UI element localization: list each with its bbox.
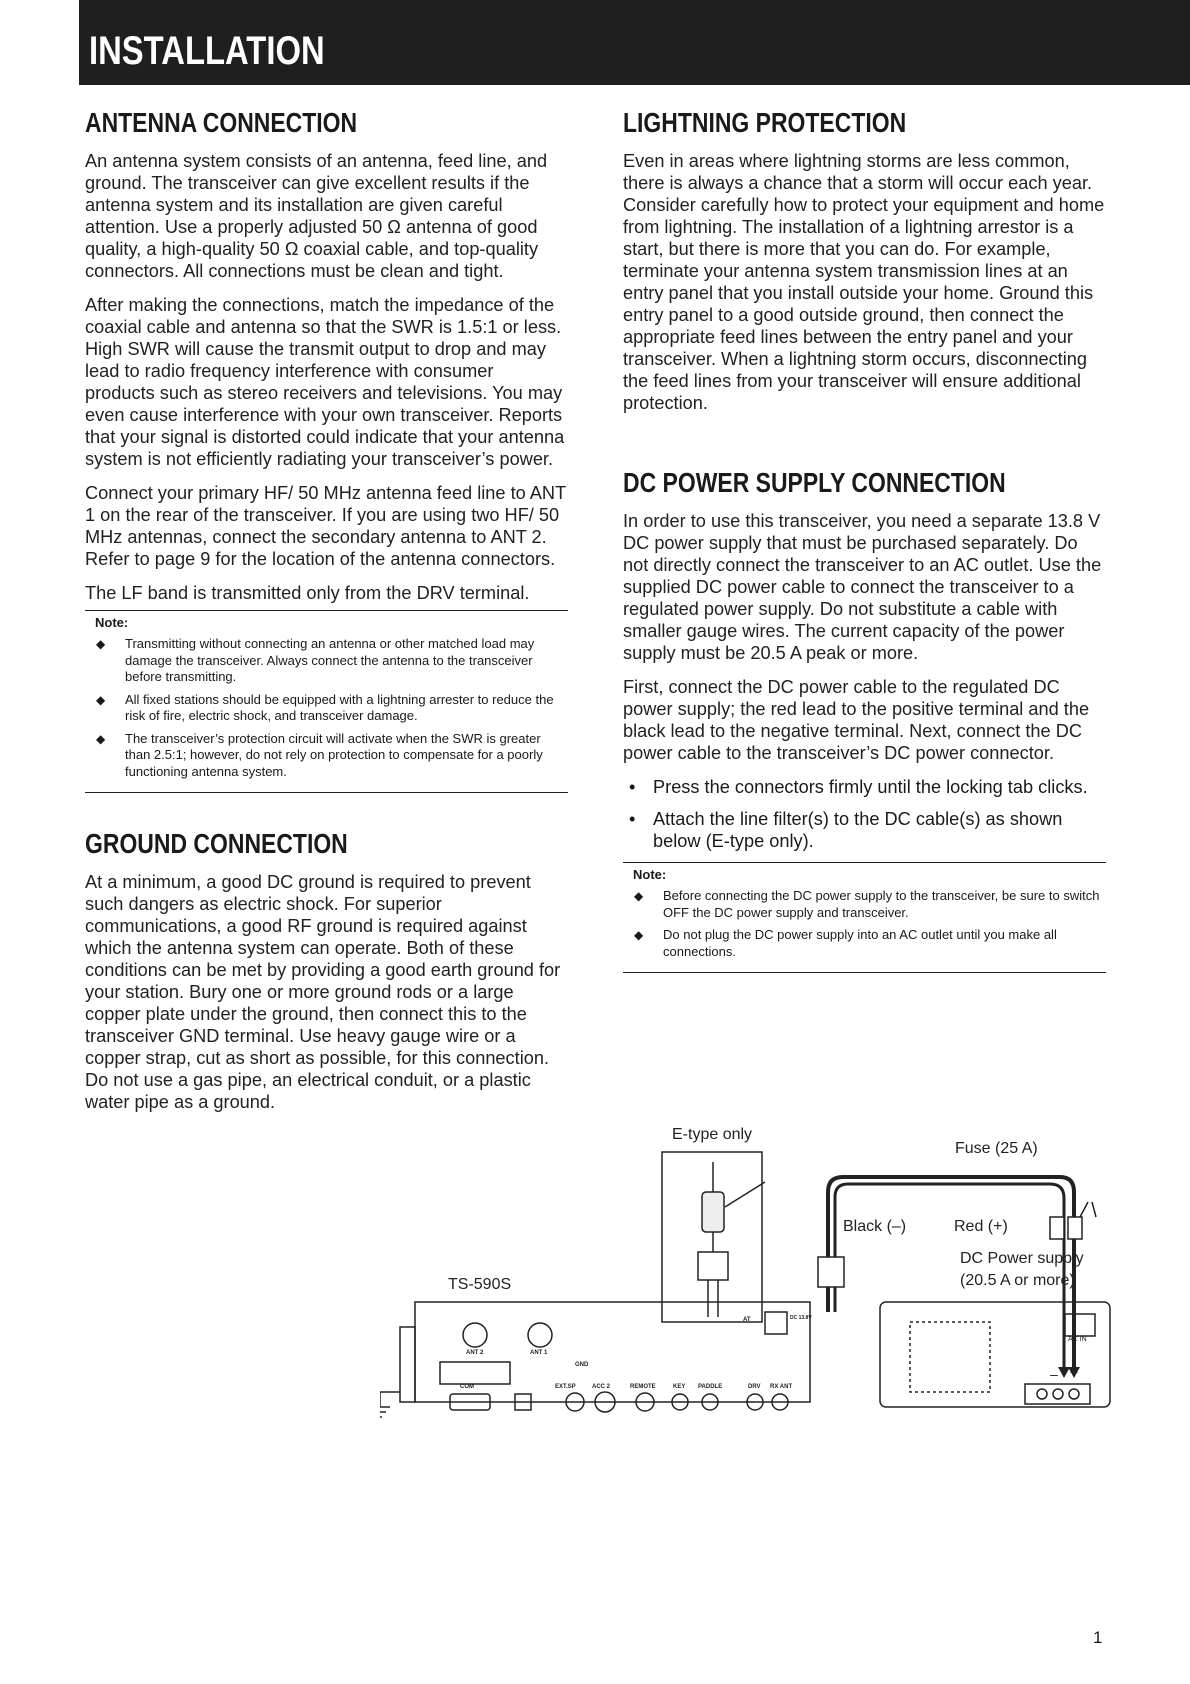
- red-lead-label: Red (+): [954, 1218, 1008, 1235]
- fuse-leader: [1092, 1202, 1096, 1217]
- drv-label: DRV: [748, 1384, 761, 1390]
- diamond-bullet-icon: ◆: [96, 731, 106, 746]
- ant2-connector: [463, 1323, 487, 1347]
- minus-label: –: [1050, 1366, 1058, 1382]
- note-text: The transceiver’s protection circuit will activate when the SWR is greater than 2.5:1; however, do not rely on protection to compensate for a poorly functioning antenna system.: [125, 730, 543, 779]
- extsp-label: EXT.SP: [555, 1384, 576, 1390]
- ac-in-socket: [1065, 1314, 1095, 1336]
- model-label: TS-590S: [448, 1276, 512, 1293]
- lightning-paragraph-1: Even in areas where lightning storms are less common, there is always a chance that a storm will occur each year. Consider carefully how to protect your equipment and home from lightning. The installation of a lightning arrestor is a start, but there is more that you can do. For example, terminate your antenna system transmission lines at an entry panel that you install outside your home. Ground this entry panel to a good outside ground, then connect the appropriate feed lines between the entry panel and your transceiver. When a lightning storm occurs, disconnecting the feed lines from your transceiver will ensure additional protection.: [623, 151, 1105, 413]
- section-spacer: [623, 426, 1106, 466]
- ant1-label: ANT 1: [530, 1350, 548, 1356]
- antenna-paragraph-2: After making the connections, match the impedance of the coaxial cable and antenna so that the SWR is 1.5:1 or less. High SWR will cause the transmit output to drop and may lead to radio frequency interference with consumer products such as stereo receivers and televisions. You may even cause interference with your own transceiver. Reports that your signal is distorted could indicate that your antenna system is not efficiently radiating your transceiver’s power.: [85, 295, 565, 469]
- fuse-label: Fuse (25 A): [955, 1140, 1038, 1157]
- key-label: KEY: [673, 1384, 686, 1390]
- inset-connector: [698, 1252, 728, 1280]
- diamond-bullet-icon: ◆: [634, 889, 644, 903]
- page-title: INSTALLATION: [89, 29, 325, 73]
- antenna-paragraph-3: Connect your primary HF/ 50 MHz antenna feed line to ANT 1 on the rear of the transceiver. If you are using two HF/ 50 MHz antennas, connect the secondary antenna to ANT 2. Refer to page 9 for the location of the antenna connectors.: [85, 483, 566, 569]
- bullet-item: [623, 776, 1106, 798]
- dc-socket: [765, 1312, 787, 1334]
- note-item: [633, 927, 1106, 960]
- dcpower-paragraph-2: First, connect the DC power cable to the regulated DC power supply; the red lead to the positive terminal and the black lead to the negative terminal. Next, connect the DC power cable to the transceiver’s DC power connector.: [623, 677, 1090, 763]
- psu-terminal-block: [1025, 1384, 1090, 1404]
- ground-heading: GROUND CONNECTION: [85, 828, 348, 859]
- gnd-label: GND: [575, 1362, 589, 1368]
- page-number: 1: [1093, 1628, 1103, 1647]
- antenna-section: [85, 106, 568, 793]
- etype-label: E-type only: [672, 1126, 753, 1143]
- antenna-note-box: [85, 610, 568, 793]
- dcpower-paragraph-1: In order to use this transceiver, you need a separate 13.8 V DC power supply that must be purchased separately. Do not directly connect the transceiver to an AC outlet. Use the supplied DC power cable to connect the transceiver to a regulated power supply. Do not substitute a cable with smaller gauge wires. The current capacity of the power supply must be 20.5 A peak or more.: [623, 511, 1102, 663]
- dcpower-bullet-list: [623, 776, 1106, 852]
- ant2-label: ANT 2: [466, 1350, 484, 1356]
- antenna-heading: ANTENNA CONNECTION: [85, 107, 358, 138]
- fuse-leader: [1080, 1202, 1088, 1217]
- note-item: [633, 888, 1106, 921]
- dcpower-note-box: [623, 862, 1106, 973]
- note-text: Transmitting without connecting an antenna or other matched load may damage the transceiver. Always connect the antenna to the transceiver before transmitting.: [125, 636, 535, 684]
- note-label: Note:: [95, 615, 129, 630]
- arrow-icon: [1058, 1367, 1070, 1378]
- note-text: Do not plug the DC power supply into an AC outlet until you make all connections.: [663, 927, 1057, 959]
- lightning-heading: LIGHTNING PROTECTION: [623, 107, 907, 138]
- acc2-label: ACC 2: [592, 1384, 611, 1390]
- bullet-dot-icon: •: [629, 777, 636, 797]
- acin-label: AC IN: [1068, 1336, 1087, 1343]
- psu-label: DC Power supply: [960, 1250, 1084, 1267]
- psu-vent-grille: [910, 1322, 990, 1392]
- connection-diagram: [380, 1122, 1120, 1422]
- bullet-text: Attach the line filter(s) to the DC cable(s) as shown below (E-type only).: [653, 809, 1063, 851]
- left-column: [85, 106, 568, 1125]
- at-label: AT: [743, 1317, 751, 1323]
- fuse-holder: [1050, 1217, 1064, 1239]
- bullet-dot-icon: •: [629, 809, 636, 829]
- note-text: All fixed stations should be equipped with a lightning arrester to reduce the risk of fire, electric shock, and transceiver damage.: [125, 691, 554, 723]
- rxant-label: RX ANT: [770, 1384, 793, 1390]
- note-item: [95, 731, 568, 781]
- com-label: COM: [460, 1384, 474, 1390]
- ground-section: [85, 827, 568, 1113]
- dcpower-section: [623, 466, 1106, 973]
- dc-label: DC 13.8V: [790, 1315, 812, 1321]
- etype-inset-box: [662, 1152, 762, 1322]
- note-text: Before connecting the DC power supply to the transceiver, be sure to switch OFF the DC power supply and transceiver.: [663, 888, 1100, 920]
- antenna-paragraph-1: An antenna system consists of an antenna, feed line, and ground. The transceiver can give excellent results if the antenna system and its installation are given careful attention. Use a properly adjusted 50 Ω antenna of good quality, a high-quality 50 Ω coaxial cable, and top-quality connectors. All connections must be clean and tight.: [85, 151, 548, 281]
- right-column: [623, 106, 1106, 981]
- ground-paragraph-1: At a minimum, a good DC ground is required to prevent such dangers as electric shock. For superior communications, a good RF ground is required against which the antenna system can operate. Both of these conditions can be met by providing a good earth ground for your station. Bury one or more ground rods or a large copper plate under the ground, then connect this to the transceiver GND terminal. Use heavy gauge wire or a copper strap, cut as short as possible, for this connection. Do not use a gas pipe, an electrical conduit, or a plastic water pipe as a ground.: [85, 872, 561, 1112]
- note-item: [95, 636, 568, 686]
- fuse-holder: [1068, 1217, 1082, 1239]
- ant1-connector: [528, 1323, 552, 1347]
- inset-leader: [725, 1182, 765, 1207]
- remote-label: REMOTE: [630, 1384, 656, 1390]
- diamond-bullet-icon: ◆: [634, 928, 644, 942]
- transceiver-side: [400, 1327, 415, 1402]
- psu-capacity-label: (20.5 A or more): [960, 1272, 1075, 1289]
- paddle-label: PADDLE: [698, 1384, 723, 1390]
- dcpower-note-list: [623, 888, 1106, 960]
- lightning-section: [623, 106, 1106, 414]
- dc-plug: [818, 1257, 844, 1287]
- note-item: [95, 692, 568, 725]
- antenna-note-list: [85, 636, 568, 780]
- dcpower-heading: DC POWER SUPPLY CONNECTION: [623, 467, 1006, 498]
- line-filter-sketch: [702, 1192, 724, 1232]
- antenna-paragraph-4: The LF band is transmitted only from the DRV terminal.: [85, 583, 530, 603]
- note-label: Note:: [633, 867, 667, 882]
- bullet-item: [623, 808, 1106, 852]
- com-display-window: [440, 1362, 510, 1384]
- black-lead-label: Black (–): [843, 1218, 907, 1235]
- diamond-bullet-icon: ◆: [96, 637, 106, 651]
- diamond-bullet-icon: ◆: [96, 692, 106, 707]
- plus-label: +: [1070, 1364, 1079, 1380]
- bullet-text: Press the connectors firmly until the locking tab clicks.: [653, 777, 1088, 797]
